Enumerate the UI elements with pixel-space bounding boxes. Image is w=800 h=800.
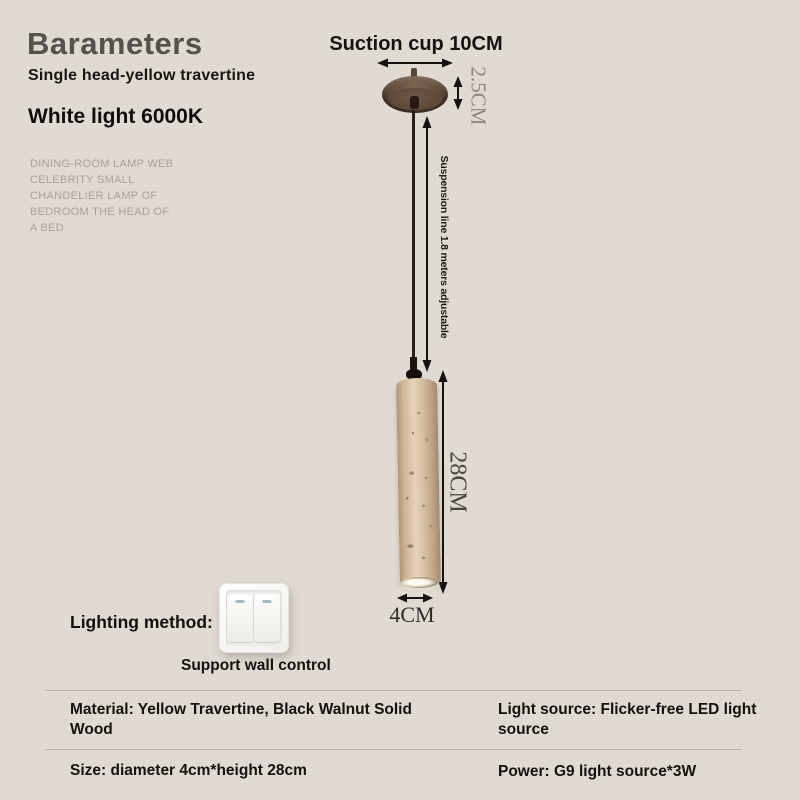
- canopy-cord-grip: [410, 96, 419, 109]
- product-variant-label: Single head-yellow travertine: [28, 67, 256, 84]
- suspension-length-arrow: [421, 116, 433, 372]
- switch-rocker-right: [254, 594, 280, 642]
- travertine-lamp-body: [396, 378, 441, 587]
- table-divider-middle: [45, 749, 741, 750]
- suction-cup-dimension-label: Suction cup 10CM: [329, 33, 503, 55]
- wall-control-caption: Support wall control: [181, 657, 331, 674]
- product-description: [30, 156, 173, 236]
- rocker-indicator: [236, 600, 245, 603]
- led-light-lens: [402, 577, 438, 589]
- spec-material: Material: Yellow Travertine, Black Walnut Solid Wood: [70, 701, 412, 738]
- rocker-indicator: [263, 600, 272, 603]
- switch-recess: [226, 590, 282, 646]
- table-divider-top: [45, 690, 741, 691]
- spec-size: Size: diameter 4cm*height 28cm: [70, 762, 307, 779]
- canopy-height-arrow: [452, 76, 464, 110]
- page-title: Barameters: [27, 26, 203, 61]
- switch-rocker-left: [227, 594, 253, 642]
- description-line: A BED: [30, 222, 64, 234]
- suspension-cord: [412, 110, 415, 360]
- suspension-line-dimension-label: Suspension line 1.8 meters adjustable: [438, 155, 450, 339]
- description-line: DINING-ROOM LAMP WEB: [30, 158, 174, 170]
- light-color-spec: White light 6000K: [28, 105, 204, 128]
- lighting-method-label: Lighting method:: [70, 612, 213, 632]
- canopy-height-dimension-label: 2.5CM: [466, 66, 491, 126]
- spec-power: Power: G9 light source*3W: [498, 763, 697, 780]
- spec-light-source: Light source: Flicker-free LED light source: [498, 701, 757, 738]
- lamp-height-dimension-label: 28CM: [444, 451, 471, 513]
- lamp-diameter-dimension-label: 4CM: [389, 602, 435, 627]
- description-line: CHANDELIER LAMP OF: [30, 190, 158, 202]
- lamp-diameter-arrow: [397, 592, 433, 604]
- wall-switch-image: [219, 583, 289, 653]
- description-line: BEDROOM THE HEAD OF: [30, 206, 170, 218]
- description-line: CELEBRITY SMALL: [30, 174, 135, 186]
